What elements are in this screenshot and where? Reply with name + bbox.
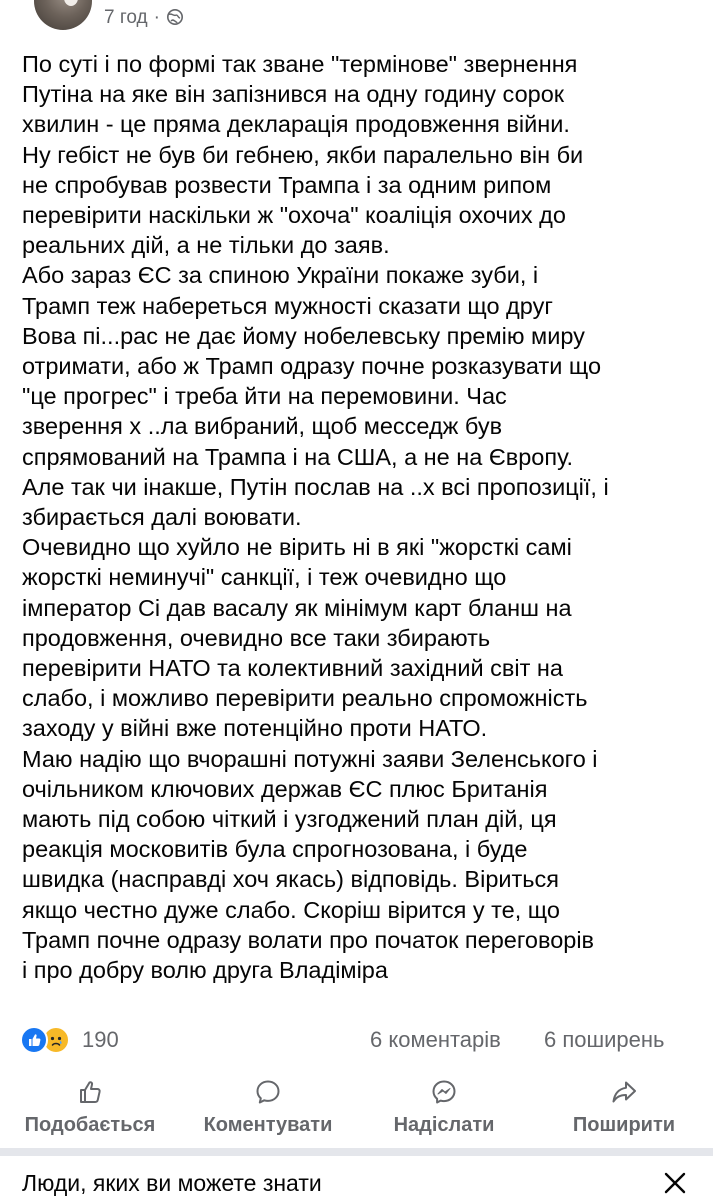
share-button[interactable]	[540, 1068, 708, 1138]
post-line: "це прогрес" і треба йти на перемовини. Час	[22, 383, 507, 410]
like-button[interactable]	[12, 1068, 168, 1138]
post-actions	[0, 1068, 713, 1138]
post-line: не спробував розвести Трампа і за одним рипом	[22, 171, 552, 198]
like-label: Подобається	[24, 1114, 156, 1136]
post-line: спрямований на Трампа і на США, а не на Європу.	[22, 443, 573, 470]
post-line: отримати, або ж Трамп одразу почне розказувати що	[22, 353, 602, 380]
post-line: Ну гебіст не був би гебнею, якби паралельно він би	[22, 141, 584, 168]
post-line: Вова пі...рас не дає йому нобелевську премію миру	[22, 322, 585, 349]
comment-label: Коментувати	[203, 1114, 333, 1136]
comment-icon	[254, 1078, 282, 1106]
globe-icon	[166, 8, 184, 26]
post-line: Трамп почне одразу волати про початок переговорів	[22, 926, 595, 953]
post-line: швидка (насправді хоч якась) відповідь. Віриться	[22, 866, 560, 893]
share-arrow-icon	[610, 1078, 638, 1106]
post-line: По суті і по формі так зване "термінове" звернення	[22, 51, 578, 77]
post-line: продовження, очевидно все таки збирають	[22, 624, 491, 651]
section-divider	[0, 1148, 713, 1156]
comments-count[interactable]: 6 коментарів	[370, 1027, 501, 1052]
avatar-dog-image	[64, 0, 78, 6]
reactions-bar	[20, 1024, 695, 1056]
comment-button[interactable]	[190, 1068, 346, 1138]
post-line: збирається далі воювати.	[22, 504, 302, 531]
post-header	[0, 0, 713, 34]
author-avatar[interactable]	[34, 0, 92, 30]
post-line: Або зараз ЄС за спиною України покаже зуби, і	[22, 262, 539, 289]
messenger-icon	[430, 1078, 458, 1106]
post-line: слабо, і можливо перевірити реально спроможність	[22, 685, 588, 712]
post-line: заходу у війні вже потенційно проти НАТО.	[22, 715, 488, 742]
post-line: зверення х ..ла вибраний, щоб месседж був	[22, 413, 503, 440]
like-reaction-icon	[20, 1026, 48, 1054]
post-line: реакція московитів була спрогнозована, і буде	[22, 836, 528, 863]
people-suggestions-header	[0, 1156, 713, 1200]
post-line: Але так чи інакше, Путін послав на ..х всі пропозиції, і	[22, 473, 609, 500]
post-line: перевірити НАТО та колективний західний світ на	[22, 655, 563, 682]
reaction-icons[interactable]	[20, 1024, 78, 1056]
post-line: очільником ключових держав ЄС плюс Британія	[22, 775, 548, 802]
post-line: імператор Сі дав васалу як мінімум карт бланш на	[22, 594, 572, 621]
reactions-count[interactable]: 190	[82, 1027, 119, 1052]
thumbs-up-icon	[76, 1078, 104, 1106]
send-button[interactable]	[368, 1068, 520, 1138]
post-line: і про добру волю друга Владіміра	[22, 957, 388, 984]
post-line: жорсткі неминучі" санкції, і теж очевидно що	[22, 564, 507, 591]
post-line: Маю надію що вчорашні потужні заяви Зеленського і	[22, 745, 598, 772]
post-line: якщо честно дуже слабо. Скоріш вірится у те, що	[22, 896, 560, 923]
post-line: перевірити наскільки ж "охоча" коаліція охочих до	[22, 202, 566, 229]
close-icon[interactable]	[660, 1168, 690, 1198]
post-time-text: 7 год	[104, 7, 148, 28]
send-label: Надіслати	[393, 1114, 495, 1136]
post-line: Путіна на яке він запізнився на одну годину сорок	[22, 81, 565, 108]
post-line: Очевидно що хуйло не вірить ні в які "жорсткі самі	[22, 534, 572, 561]
post-line: реальних дій, а не тільки до заяв.	[22, 232, 390, 259]
share-label: Поширити	[572, 1114, 676, 1136]
post-timestamp[interactable]	[104, 6, 184, 30]
suggestions-title: Люди, яких ви можете знати	[22, 1170, 322, 1196]
post-line: хвилин - це пряма декларація продовження війни.	[22, 111, 570, 138]
shares-count[interactable]: 6 поширень	[544, 1027, 665, 1052]
post-text	[22, 49, 702, 985]
post-line: мають під собою чіткий і узгоджений план дій, ця	[22, 806, 557, 833]
separator-dot: ·	[153, 7, 160, 28]
post-line: Трамп теж набереться мужності сказати що друг	[22, 292, 553, 319]
